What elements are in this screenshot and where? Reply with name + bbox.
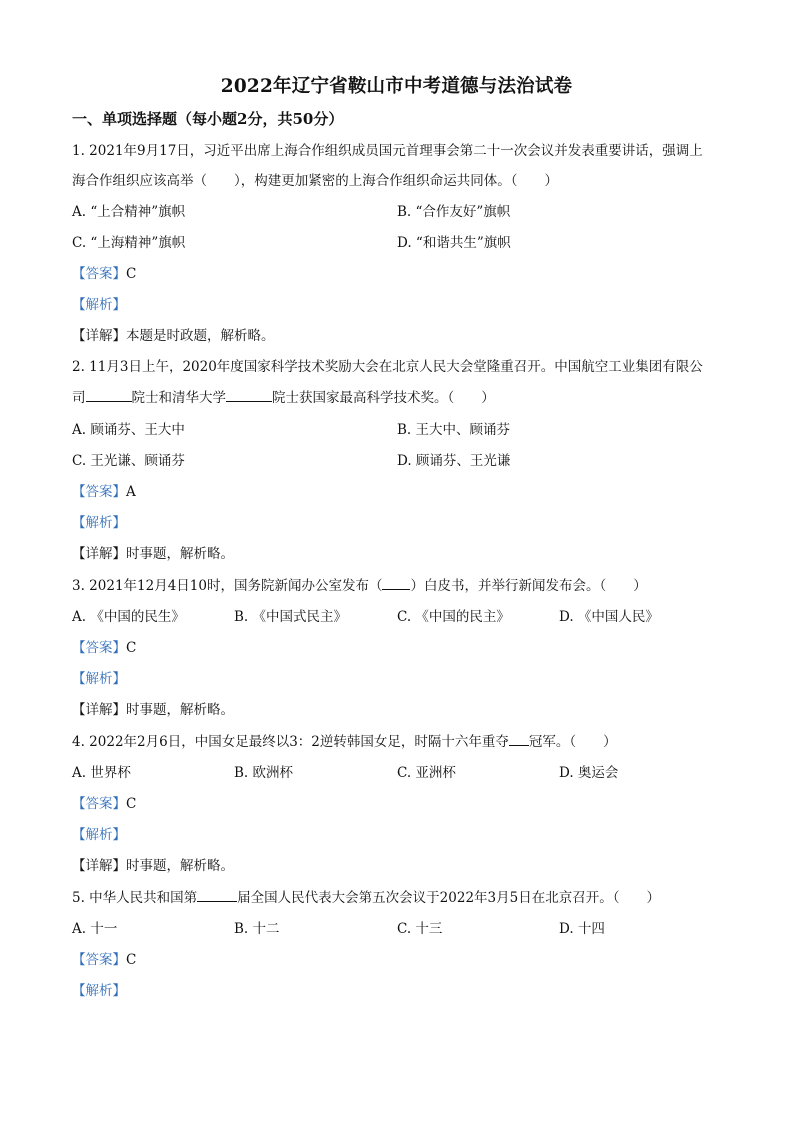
- detail-text: 本题是时政题，解析略。: [126, 328, 275, 344]
- q5-option-a: A. 十一: [72, 921, 118, 937]
- q3-option-a: A. 《中国的民生》: [72, 609, 185, 625]
- answer-label: 【答案】: [72, 640, 126, 656]
- q2-text-c: 院士获国家最高科学技术奖。（ ）: [272, 390, 495, 406]
- q3-answer: [72, 638, 136, 658]
- analysis-label: 【解析】: [72, 515, 126, 531]
- q1-option-a: A. “上合精神”旗帜: [72, 204, 186, 220]
- q1-stem-line2: 海合作组织应该高举（ ），构建更加紧密的上海合作组织命运共同体。（ ）: [72, 173, 558, 189]
- q5-answer: [72, 950, 136, 970]
- q3-text-b: ）白皮书，并举行新闻发布会。（ ）: [410, 578, 647, 594]
- q4-option-b: B. 欧洲杯: [234, 765, 294, 781]
- answer-value: C: [126, 640, 137, 656]
- q5-analysis: [72, 981, 126, 1001]
- q3-option-d: D. 《中国人民》: [559, 609, 659, 625]
- analysis-label: 【解析】: [72, 827, 126, 843]
- q3-option-c: C. 《中国的民主》: [397, 609, 510, 625]
- q1-option-d: D. “和谐共生”旗帜: [397, 235, 511, 251]
- q3-detail: [72, 700, 234, 720]
- answer-value: C: [126, 796, 137, 812]
- detail-text: 时事题，解析略。: [126, 546, 234, 562]
- q4-detail: [72, 856, 234, 876]
- q3-stem: [72, 576, 647, 596]
- q4-option-c: C. 亚洲杯: [397, 765, 456, 781]
- answer-label: 【答案】: [72, 952, 126, 968]
- q2-text-b: 院士和清华大学: [131, 390, 226, 406]
- answer-label: 【答案】: [72, 796, 126, 812]
- answer-label: 【答案】: [72, 484, 126, 500]
- q4-text-a: 4. 2022年2月6日，中国女足最终以3：2逆转韩国女足，时隔十六年重夺: [72, 734, 509, 750]
- q5-option-b: B. 十二: [234, 921, 280, 937]
- q5-option-d: D. 十四: [559, 921, 605, 937]
- q3-text-a: 3. 2021年12月4日10时，国务院新闻办公室发布（: [72, 578, 383, 594]
- analysis-label: 【解析】: [72, 671, 126, 687]
- q5-option-c: C. 十三: [397, 921, 443, 937]
- q2-stem-line1: 2. 11月3日上午，2020年度国家科学技术奖励大会在北京人民大会堂隆重召开。中国航空工业集团有限公: [72, 359, 703, 375]
- detail-text: 时事题，解析略。: [126, 702, 234, 718]
- q1-detail: [72, 326, 275, 346]
- detail-label: 【详解】: [72, 546, 126, 562]
- q1-analysis: [72, 295, 126, 315]
- analysis-label: 【解析】: [72, 297, 126, 313]
- q2-stem-line2: [72, 388, 495, 408]
- q1-option-c: C. “上海精神”旗帜: [72, 235, 186, 251]
- answer-value: C: [126, 952, 137, 968]
- q4-option-d: D. 奥运会: [559, 765, 619, 781]
- q3-option-b: B. 《中国式民主》: [234, 609, 348, 625]
- fill-blank: [197, 888, 237, 902]
- q2-option-c: C. 王光谦、顾诵芬: [72, 453, 185, 469]
- q4-option-a: A. 世界杯: [72, 765, 131, 781]
- q2-option-d: D. 顾诵芬、王光谦: [397, 453, 511, 469]
- detail-label: 【详解】: [72, 858, 126, 874]
- analysis-label: 【解析】: [72, 983, 126, 999]
- q2-answer: [72, 482, 136, 502]
- q4-answer: [72, 794, 136, 814]
- answer-label: 【答案】: [72, 266, 126, 282]
- detail-text: 时事题，解析略。: [126, 858, 234, 874]
- fill-blank: [509, 732, 529, 746]
- fill-blank: [382, 576, 410, 590]
- detail-label: 【详解】: [72, 702, 126, 718]
- q2-text-a: 司: [72, 390, 86, 406]
- q2-option-b: B. 王大中、顾诵芬: [397, 422, 511, 438]
- fill-blank: [226, 388, 272, 402]
- q4-text-b: 冠军。（ ）: [528, 734, 617, 750]
- fill-blank: [86, 388, 132, 402]
- q1-option-b: B. “合作友好”旗帜: [397, 204, 511, 220]
- q5-text-b: 届全国人民代表大会第五次会议于2022年3月5日在北京召开。（ ）: [237, 890, 660, 906]
- q5-text-a: 5. 中华人民共和国第: [72, 890, 198, 906]
- q2-option-a: A. 顾诵芬、王大中: [72, 422, 185, 438]
- detail-label: 【详解】: [72, 328, 126, 344]
- q1-stem-line1: 1. 2021年9月17日，习近平出席上海合作组织成员国元首理事会第二十一次会议并发表重要讲话，强调上: [72, 143, 703, 159]
- answer-value: A: [126, 484, 136, 500]
- q2-detail: [72, 544, 234, 564]
- page-title: 2022年辽宁省鞍山市中考道德与法治试卷: [220, 76, 573, 97]
- q2-analysis: [72, 513, 126, 533]
- answer-value: C: [126, 266, 137, 282]
- q4-stem: [72, 732, 617, 752]
- q1-answer: [72, 264, 136, 284]
- q5-stem: [72, 888, 660, 908]
- q3-analysis: [72, 669, 126, 689]
- section-heading: 一、单项选择题（每小题2分，共50分）: [72, 110, 344, 128]
- q4-analysis: [72, 825, 126, 845]
